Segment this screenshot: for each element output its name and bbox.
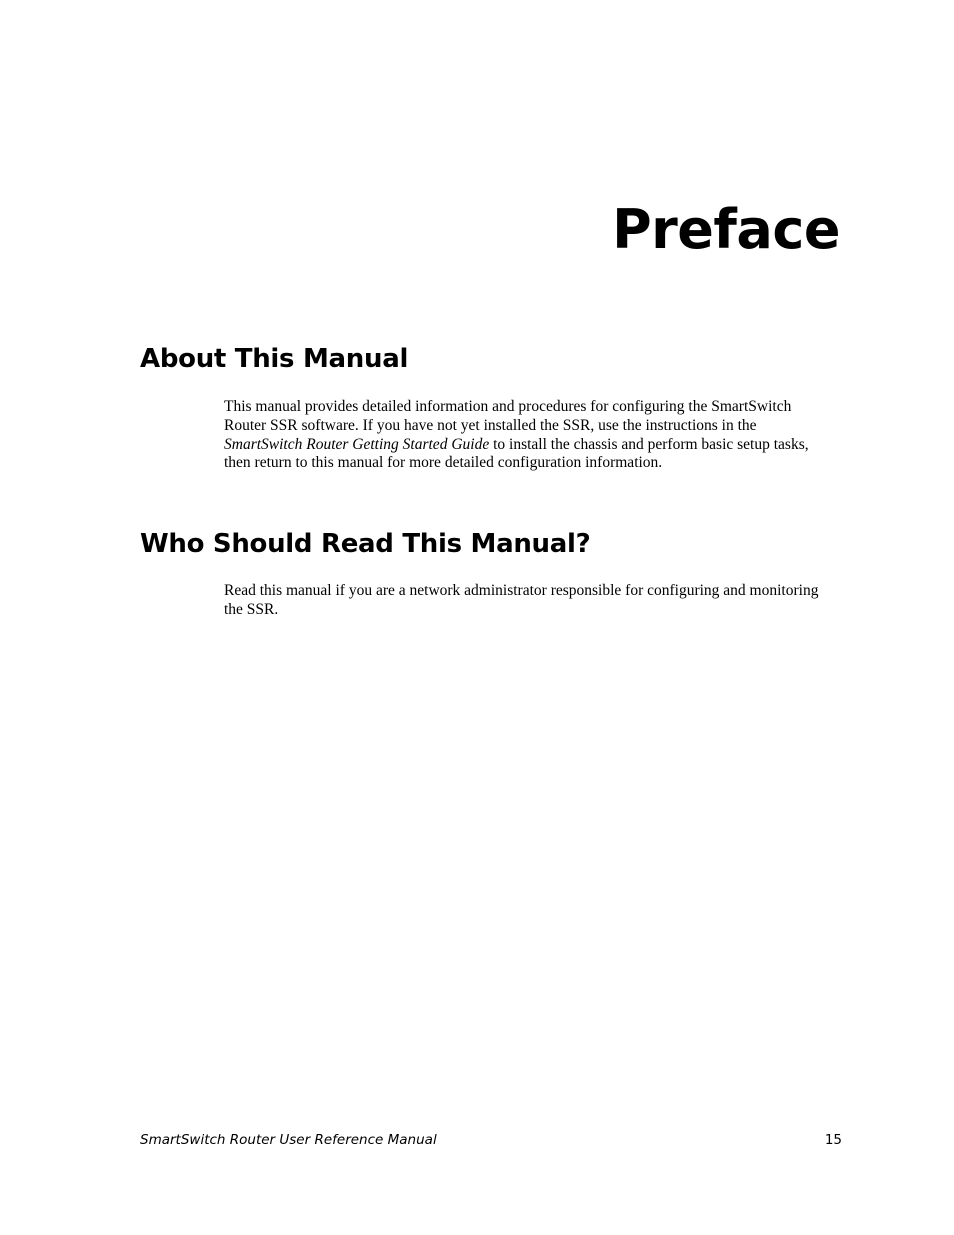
section-heading-about: About This Manual [140,344,409,374]
about-paragraph-text-start: This manual provides detailed information and procedures for configuring the SmartSwitch Router SSR software. If you have not yet installed the SSR, use the instructions in the [224,398,792,434]
footer-manual-title: SmartSwitch Router User Reference Manual [140,1132,437,1148]
about-paragraph-text-end: to install the chassis and perform basic setup tasks, then return to this manual for more detailed configuration information. [224,435,809,472]
about-paragraph [224,398,824,473]
section-heading-who-should-read: Who Should Read This Manual? [140,529,591,559]
page-footer [140,1130,842,1150]
footer-page-number: 15 [824,1132,842,1148]
who-should-read-paragraph: Read this manual if you are a network administrator responsible for configuring and monitoring the SSR. [224,582,819,618]
guide-title-reference: SmartSwitch Router Getting Started Guide [224,435,490,453]
page-title: Preface [612,198,840,261]
